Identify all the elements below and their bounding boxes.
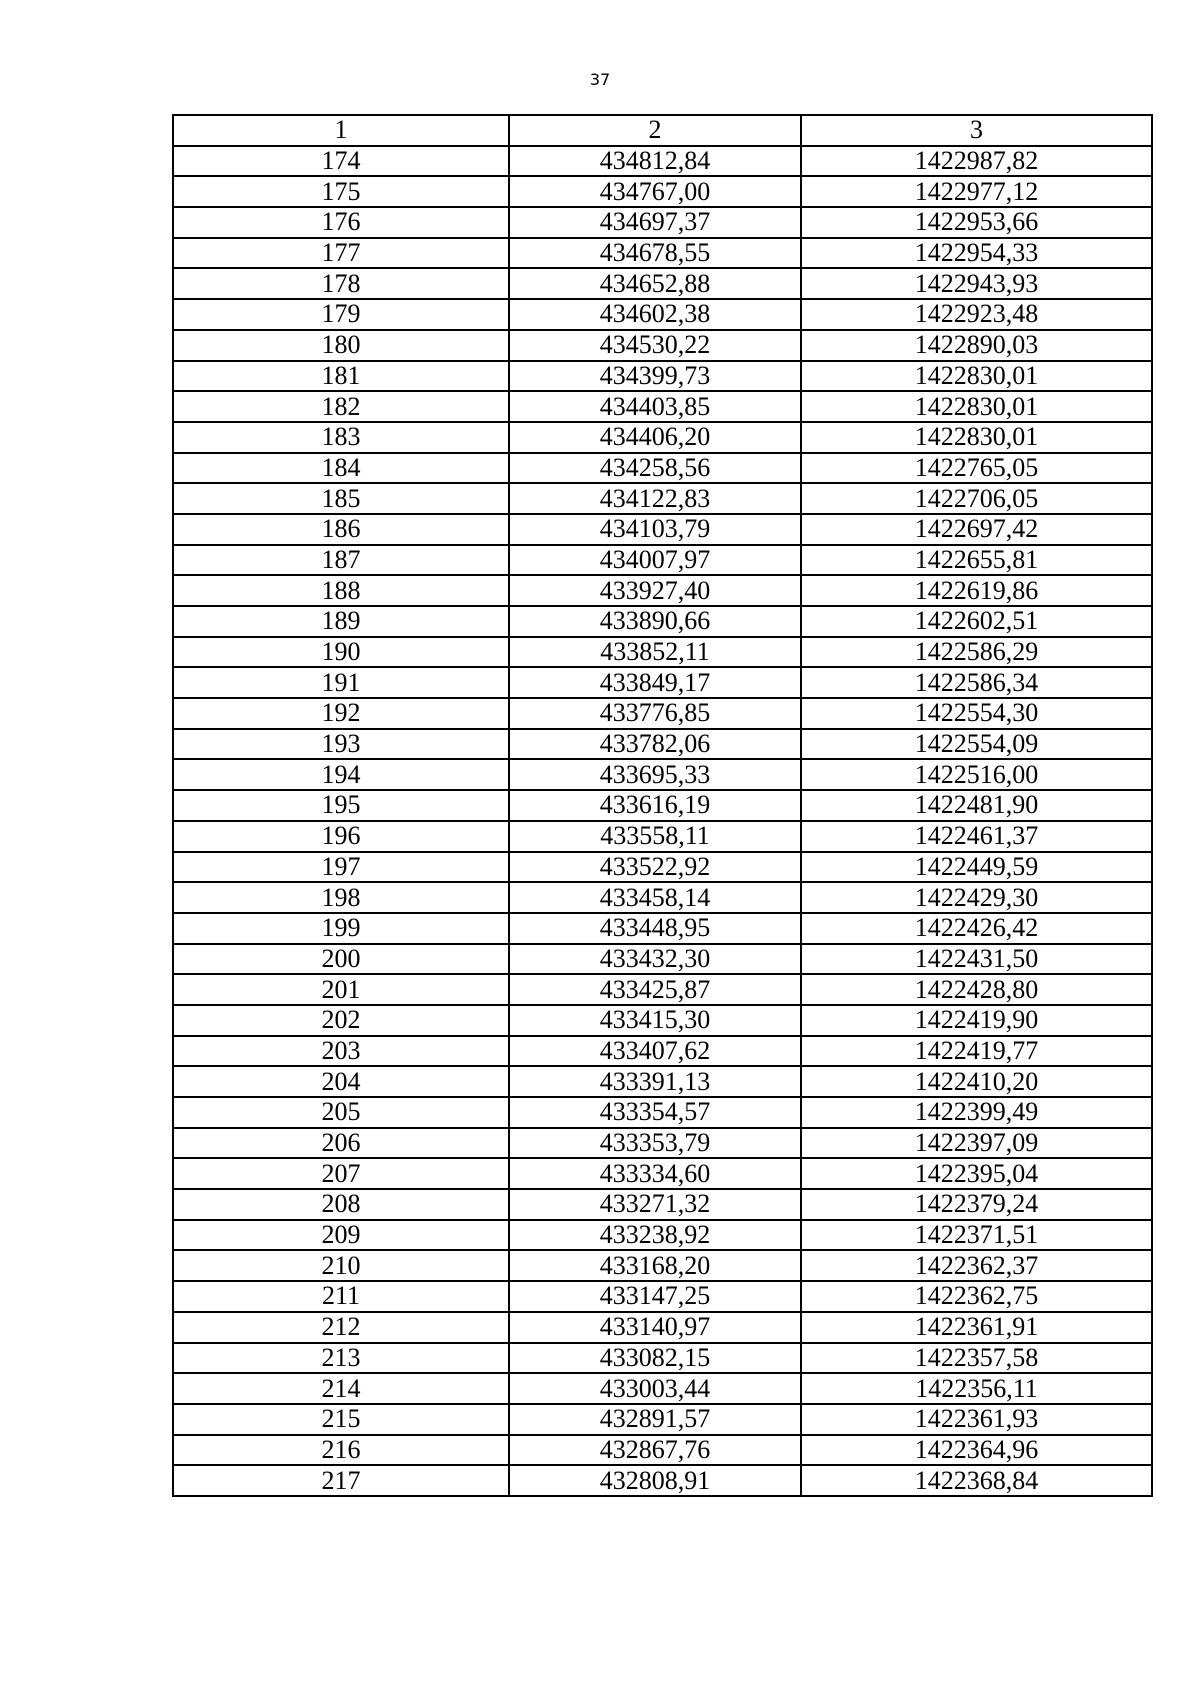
point-number-cell: 192 bbox=[173, 698, 509, 729]
point-number-cell: 198 bbox=[173, 882, 509, 913]
y-coordinate-cell: 1422890,03 bbox=[801, 330, 1152, 361]
point-number-cell: 195 bbox=[173, 790, 509, 821]
x-coordinate-cell: 433003,44 bbox=[509, 1373, 801, 1404]
x-coordinate-cell: 433238,92 bbox=[509, 1220, 801, 1251]
table-row bbox=[173, 1158, 1152, 1189]
x-coordinate-cell: 434399,73 bbox=[509, 361, 801, 392]
y-coordinate-cell: 1422943,93 bbox=[801, 268, 1152, 299]
table-row bbox=[173, 1435, 1152, 1466]
table-row bbox=[173, 453, 1152, 484]
y-coordinate-cell: 1422361,91 bbox=[801, 1312, 1152, 1343]
point-number-cell: 178 bbox=[173, 268, 509, 299]
y-coordinate-cell: 1422361,93 bbox=[801, 1404, 1152, 1435]
x-coordinate-cell: 434767,00 bbox=[509, 176, 801, 207]
header-cell-2: 2 bbox=[509, 115, 801, 146]
y-coordinate-cell: 1422364,96 bbox=[801, 1435, 1152, 1466]
y-coordinate-cell: 1422362,37 bbox=[801, 1250, 1152, 1281]
x-coordinate-cell: 433082,15 bbox=[509, 1343, 801, 1374]
y-coordinate-cell: 1422586,29 bbox=[801, 637, 1152, 668]
table-row bbox=[173, 483, 1152, 514]
table-row bbox=[173, 1373, 1152, 1404]
y-coordinate-cell: 1422410,20 bbox=[801, 1066, 1152, 1097]
point-number-cell: 197 bbox=[173, 852, 509, 883]
y-coordinate-cell: 1422399,49 bbox=[801, 1097, 1152, 1128]
table-row bbox=[173, 575, 1152, 606]
x-coordinate-cell: 434812,84 bbox=[509, 146, 801, 177]
point-number-cell: 201 bbox=[173, 974, 509, 1005]
point-number-cell: 182 bbox=[173, 391, 509, 422]
point-number-cell: 193 bbox=[173, 729, 509, 760]
table-row bbox=[173, 852, 1152, 883]
y-coordinate-cell: 1422429,30 bbox=[801, 882, 1152, 913]
x-coordinate-cell: 433927,40 bbox=[509, 575, 801, 606]
table-row bbox=[173, 545, 1152, 576]
table-row bbox=[173, 238, 1152, 269]
x-coordinate-cell: 434530,22 bbox=[509, 330, 801, 361]
x-coordinate-cell: 434602,38 bbox=[509, 299, 801, 330]
table-row bbox=[173, 637, 1152, 668]
y-coordinate-cell: 1422954,33 bbox=[801, 238, 1152, 269]
x-coordinate-cell: 434122,83 bbox=[509, 483, 801, 514]
point-number-cell: 214 bbox=[173, 1373, 509, 1404]
point-number-cell: 204 bbox=[173, 1066, 509, 1097]
point-number-cell: 186 bbox=[173, 514, 509, 545]
y-coordinate-cell: 1422379,24 bbox=[801, 1189, 1152, 1220]
point-number-cell: 203 bbox=[173, 1036, 509, 1067]
x-coordinate-cell: 433695,33 bbox=[509, 759, 801, 790]
x-coordinate-cell: 433890,66 bbox=[509, 606, 801, 637]
point-number-cell: 175 bbox=[173, 176, 509, 207]
table-row bbox=[173, 1189, 1152, 1220]
point-number-cell: 189 bbox=[173, 606, 509, 637]
point-number-cell: 180 bbox=[173, 330, 509, 361]
x-coordinate-cell: 433849,17 bbox=[509, 667, 801, 698]
page-number: 37 bbox=[589, 70, 611, 89]
table-row bbox=[173, 974, 1152, 1005]
table-row bbox=[173, 1404, 1152, 1435]
x-coordinate-cell: 434406,20 bbox=[509, 422, 801, 453]
y-coordinate-cell: 1422419,90 bbox=[801, 1005, 1152, 1036]
table-row bbox=[173, 1250, 1152, 1281]
y-coordinate-cell: 1422362,75 bbox=[801, 1281, 1152, 1312]
point-number-cell: 190 bbox=[173, 637, 509, 668]
header-cell-1: 1 bbox=[173, 115, 509, 146]
x-coordinate-cell: 434258,56 bbox=[509, 453, 801, 484]
point-number-cell: 179 bbox=[173, 299, 509, 330]
y-coordinate-cell: 1422357,58 bbox=[801, 1343, 1152, 1374]
x-coordinate-cell: 433448,95 bbox=[509, 913, 801, 944]
x-coordinate-cell: 433432,30 bbox=[509, 944, 801, 975]
y-coordinate-cell: 1422461,37 bbox=[801, 821, 1152, 852]
table-row bbox=[173, 1343, 1152, 1374]
point-number-cell: 183 bbox=[173, 422, 509, 453]
table-row bbox=[173, 729, 1152, 760]
y-coordinate-cell: 1422765,05 bbox=[801, 453, 1152, 484]
y-coordinate-cell: 1422368,84 bbox=[801, 1465, 1152, 1496]
y-coordinate-cell: 1422419,77 bbox=[801, 1036, 1152, 1067]
point-number-cell: 177 bbox=[173, 238, 509, 269]
y-coordinate-cell: 1422697,42 bbox=[801, 514, 1152, 545]
y-coordinate-cell: 1422586,34 bbox=[801, 667, 1152, 698]
table-body bbox=[173, 146, 1152, 1496]
table-row bbox=[173, 1005, 1152, 1036]
table-row bbox=[173, 790, 1152, 821]
table-row bbox=[173, 759, 1152, 790]
y-coordinate-cell: 1422619,86 bbox=[801, 575, 1152, 606]
point-number-cell: 176 bbox=[173, 207, 509, 238]
y-coordinate-cell: 1422426,42 bbox=[801, 913, 1152, 944]
table-row bbox=[173, 1066, 1152, 1097]
x-coordinate-cell: 434678,55 bbox=[509, 238, 801, 269]
x-coordinate-cell: 434652,88 bbox=[509, 268, 801, 299]
y-coordinate-cell: 1422953,66 bbox=[801, 207, 1152, 238]
table-row bbox=[173, 821, 1152, 852]
point-number-cell: 207 bbox=[173, 1158, 509, 1189]
x-coordinate-cell: 433140,97 bbox=[509, 1312, 801, 1343]
table-row bbox=[173, 1097, 1152, 1128]
y-coordinate-cell: 1422395,04 bbox=[801, 1158, 1152, 1189]
y-coordinate-cell: 1422655,81 bbox=[801, 545, 1152, 576]
table-row bbox=[173, 913, 1152, 944]
point-number-cell: 217 bbox=[173, 1465, 509, 1496]
point-number-cell: 196 bbox=[173, 821, 509, 852]
x-coordinate-cell: 433391,13 bbox=[509, 1066, 801, 1097]
table-row bbox=[173, 667, 1152, 698]
x-coordinate-cell: 433852,11 bbox=[509, 637, 801, 668]
point-number-cell: 188 bbox=[173, 575, 509, 606]
y-coordinate-cell: 1422481,90 bbox=[801, 790, 1152, 821]
y-coordinate-cell: 1422371,51 bbox=[801, 1220, 1152, 1251]
table-row bbox=[173, 422, 1152, 453]
coordinates-table bbox=[172, 114, 1153, 1497]
point-number-cell: 185 bbox=[173, 483, 509, 514]
point-number-cell: 211 bbox=[173, 1281, 509, 1312]
x-coordinate-cell: 433271,32 bbox=[509, 1189, 801, 1220]
x-coordinate-cell: 433458,14 bbox=[509, 882, 801, 913]
y-coordinate-cell: 1422554,09 bbox=[801, 729, 1152, 760]
y-coordinate-cell: 1422830,01 bbox=[801, 361, 1152, 392]
y-coordinate-cell: 1422602,51 bbox=[801, 606, 1152, 637]
x-coordinate-cell: 433168,20 bbox=[509, 1250, 801, 1281]
point-number-cell: 184 bbox=[173, 453, 509, 484]
x-coordinate-cell: 432867,76 bbox=[509, 1435, 801, 1466]
x-coordinate-cell: 432891,57 bbox=[509, 1404, 801, 1435]
x-coordinate-cell: 433147,25 bbox=[509, 1281, 801, 1312]
table-row bbox=[173, 514, 1152, 545]
table-row bbox=[173, 299, 1152, 330]
table-row bbox=[173, 1465, 1152, 1496]
table-header bbox=[173, 115, 1152, 146]
point-number-cell: 202 bbox=[173, 1005, 509, 1036]
table-row bbox=[173, 176, 1152, 207]
header-row bbox=[173, 115, 1152, 146]
table-row bbox=[173, 1312, 1152, 1343]
table-row bbox=[173, 1128, 1152, 1159]
x-coordinate-cell: 434103,79 bbox=[509, 514, 801, 545]
table-row bbox=[173, 146, 1152, 177]
table-row bbox=[173, 391, 1152, 422]
y-coordinate-cell: 1422706,05 bbox=[801, 483, 1152, 514]
header-cell-3: 3 bbox=[801, 115, 1152, 146]
point-number-cell: 215 bbox=[173, 1404, 509, 1435]
y-coordinate-cell: 1422977,12 bbox=[801, 176, 1152, 207]
x-coordinate-cell: 433353,79 bbox=[509, 1128, 801, 1159]
x-coordinate-cell: 433782,06 bbox=[509, 729, 801, 760]
x-coordinate-cell: 433354,57 bbox=[509, 1097, 801, 1128]
point-number-cell: 206 bbox=[173, 1128, 509, 1159]
point-number-cell: 210 bbox=[173, 1250, 509, 1281]
point-number-cell: 213 bbox=[173, 1343, 509, 1374]
point-number-cell: 208 bbox=[173, 1189, 509, 1220]
point-number-cell: 205 bbox=[173, 1097, 509, 1128]
x-coordinate-cell: 434697,37 bbox=[509, 207, 801, 238]
table-row bbox=[173, 361, 1152, 392]
y-coordinate-cell: 1422923,48 bbox=[801, 299, 1152, 330]
x-coordinate-cell: 434007,97 bbox=[509, 545, 801, 576]
table-row bbox=[173, 944, 1152, 975]
x-coordinate-cell: 433334,60 bbox=[509, 1158, 801, 1189]
x-coordinate-cell: 433776,85 bbox=[509, 698, 801, 729]
point-number-cell: 191 bbox=[173, 667, 509, 698]
point-number-cell: 216 bbox=[173, 1435, 509, 1466]
y-coordinate-cell: 1422356,11 bbox=[801, 1373, 1152, 1404]
point-number-cell: 209 bbox=[173, 1220, 509, 1251]
y-coordinate-cell: 1422830,01 bbox=[801, 391, 1152, 422]
x-coordinate-cell: 433425,87 bbox=[509, 974, 801, 1005]
point-number-cell: 181 bbox=[173, 361, 509, 392]
table-row bbox=[173, 698, 1152, 729]
point-number-cell: 174 bbox=[173, 146, 509, 177]
table-row bbox=[173, 1220, 1152, 1251]
x-coordinate-cell: 433415,30 bbox=[509, 1005, 801, 1036]
x-coordinate-cell: 433558,11 bbox=[509, 821, 801, 852]
x-coordinate-cell: 432808,91 bbox=[509, 1465, 801, 1496]
y-coordinate-cell: 1422449,59 bbox=[801, 852, 1152, 883]
point-number-cell: 199 bbox=[173, 913, 509, 944]
table-row bbox=[173, 268, 1152, 299]
y-coordinate-cell: 1422397,09 bbox=[801, 1128, 1152, 1159]
x-coordinate-cell: 433407,62 bbox=[509, 1036, 801, 1067]
table-row bbox=[173, 330, 1152, 361]
point-number-cell: 212 bbox=[173, 1312, 509, 1343]
y-coordinate-cell: 1422987,82 bbox=[801, 146, 1152, 177]
point-number-cell: 187 bbox=[173, 545, 509, 576]
y-coordinate-cell: 1422830,01 bbox=[801, 422, 1152, 453]
y-coordinate-cell: 1422554,30 bbox=[801, 698, 1152, 729]
point-number-cell: 200 bbox=[173, 944, 509, 975]
y-coordinate-cell: 1422428,80 bbox=[801, 974, 1152, 1005]
y-coordinate-cell: 1422516,00 bbox=[801, 759, 1152, 790]
y-coordinate-cell: 1422431,50 bbox=[801, 944, 1152, 975]
table-row bbox=[173, 882, 1152, 913]
table-row bbox=[173, 207, 1152, 238]
x-coordinate-cell: 433616,19 bbox=[509, 790, 801, 821]
x-coordinate-cell: 433522,92 bbox=[509, 852, 801, 883]
point-number-cell: 194 bbox=[173, 759, 509, 790]
table-row bbox=[173, 1281, 1152, 1312]
table-row bbox=[173, 1036, 1152, 1067]
x-coordinate-cell: 434403,85 bbox=[509, 391, 801, 422]
table-row bbox=[173, 606, 1152, 637]
